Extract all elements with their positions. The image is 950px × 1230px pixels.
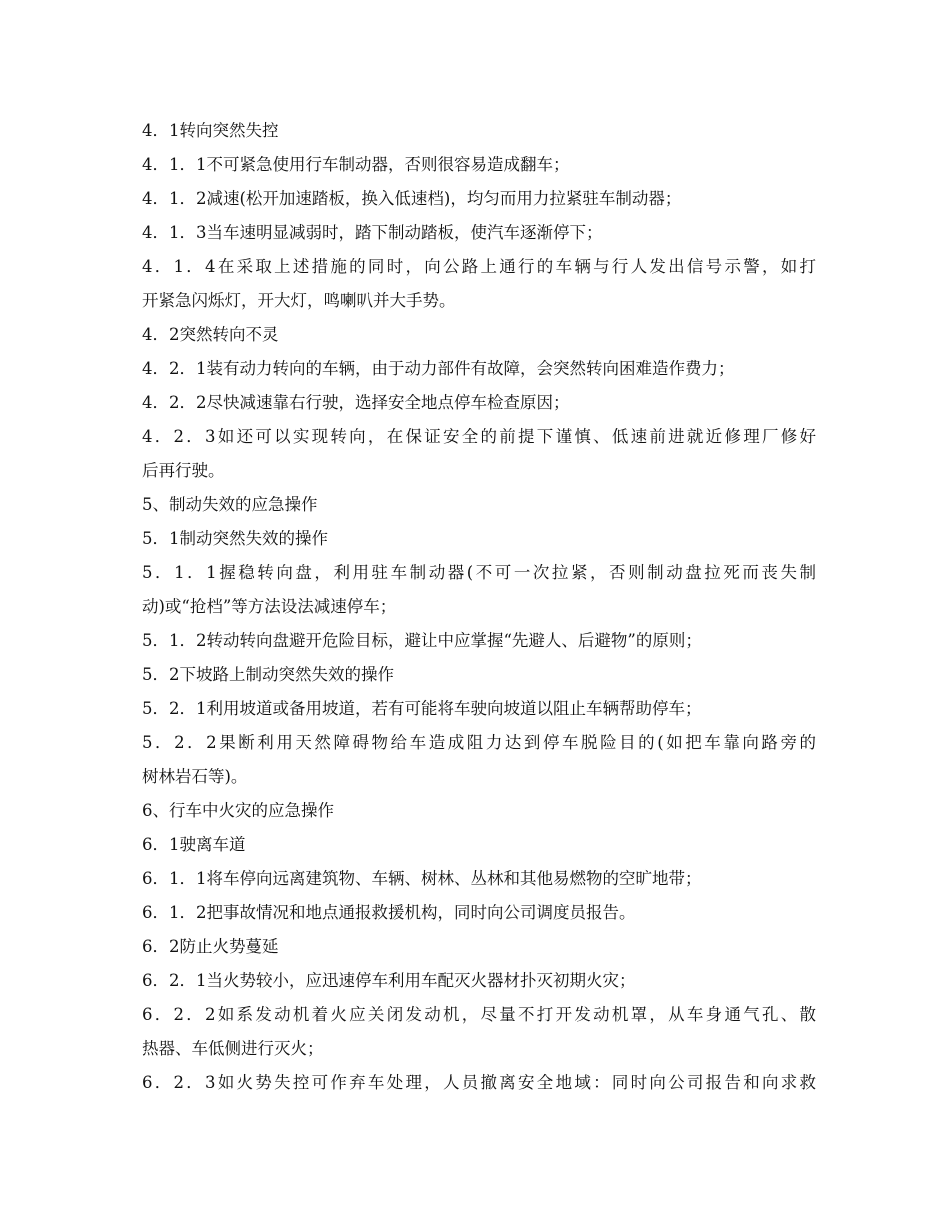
item-6-2-2-continued: 热器、车低侧进行灭火； [142,1039,324,1058]
item-4-1-1: 4．1．1不可紧急使用行车制动器，否则很容易造成翻车； [142,155,570,174]
item-6-2-2: 6．2．2如系发动机着火应关闭发动机，尽量不打开发动机罩，从车身通气孔、散 [142,1005,816,1024]
item-4-1-3: 4．1．3当车速明显减弱时，踏下制动踏板，使汽车逐渐停下； [142,223,603,242]
heading-5-2: 5．2下坡路上制动突然失效的操作 [142,665,394,684]
item-5-2-2-continued: 树林岩石等)。 [142,767,248,786]
item-5-1-1-continued: 动)或“抢档”等方法设法减速停车； [142,597,397,616]
item-4-1-4-continued: 开紧急闪烁灯，开大灯，鸣喇叭并大手势。 [142,291,456,310]
heading-6: 6、行车中火灾的应急操作 [142,801,334,820]
item-4-2-3-continued: 后再行驶。 [142,461,225,480]
heading-6-2: 6．2防止火势蔓延 [142,937,279,956]
item-5-2-2: 5．2．2果断利用天然障碍物给车造成阻力达到停车脱险目的(如把车靠向路旁的 [142,733,816,752]
heading-5-1: 5．1制动突然失效的操作 [142,529,328,548]
item-4-2-3: 4．2．3如还可以实现转向，在保证安全的前提下谨慎、低速前进就近修理厂修好 [142,427,816,446]
heading-5: 5、制动失效的应急操作 [142,495,318,514]
item-6-1-2: 6．1．2把事故情况和地点通报救援机构，同时向公司调度员报告。 [142,903,636,922]
item-5-2-1: 5．2．1利用坡道或备用坡道，若有可能将车驶向坡道以阻止车辆帮助停车； [142,699,702,718]
item-6-2-3: 6．2．3如火势失控可作弃车处理，人员撤离安全地域：同时向公司报告和向求救 [142,1073,816,1092]
item-6-2-1: 6．2．1当火势较小，应迅速停车利用车配灭火器材扑灭初期火灾； [142,971,636,990]
item-5-1-1: 5．1．1握稳转向盘，利用驻车制动器(不可一次拉紧，否则制动盘拉死而丧失制 [142,563,816,582]
item-5-1-2: 5．1．2转动转向盘避开危险目标，避让中应掌握“先避人、后避物”的原则； [142,631,702,650]
item-4-2-2: 4．2．2尽快减速靠右行驶，选择安全地点停车检查原因； [142,393,570,412]
item-4-2-1: 4．2．1装有动力转向的车辆，由于动力部件有故障，会突然转向困难造作费力； [142,359,735,378]
heading-6-1: 6．1驶离车道 [142,835,246,854]
item-4-1-2: 4．1．2减速(松开加速踏板，换入低速档)，均匀而用力拉紧驻车制动器； [142,189,682,208]
heading-4-1: 4．1转向突然失控 [142,121,279,140]
item-4-1-4: 4．1．4在采取上述措施的同时，向公路上通行的车辆与行人发出信号示警，如打 [142,257,816,276]
heading-4-2: 4．2突然转向不灵 [142,325,279,344]
document-body [142,114,816,1100]
item-6-1-1: 6．1．1将车停向远离建筑物、车辆、树林、丛林和其他易燃物的空旷地带； [142,869,702,888]
